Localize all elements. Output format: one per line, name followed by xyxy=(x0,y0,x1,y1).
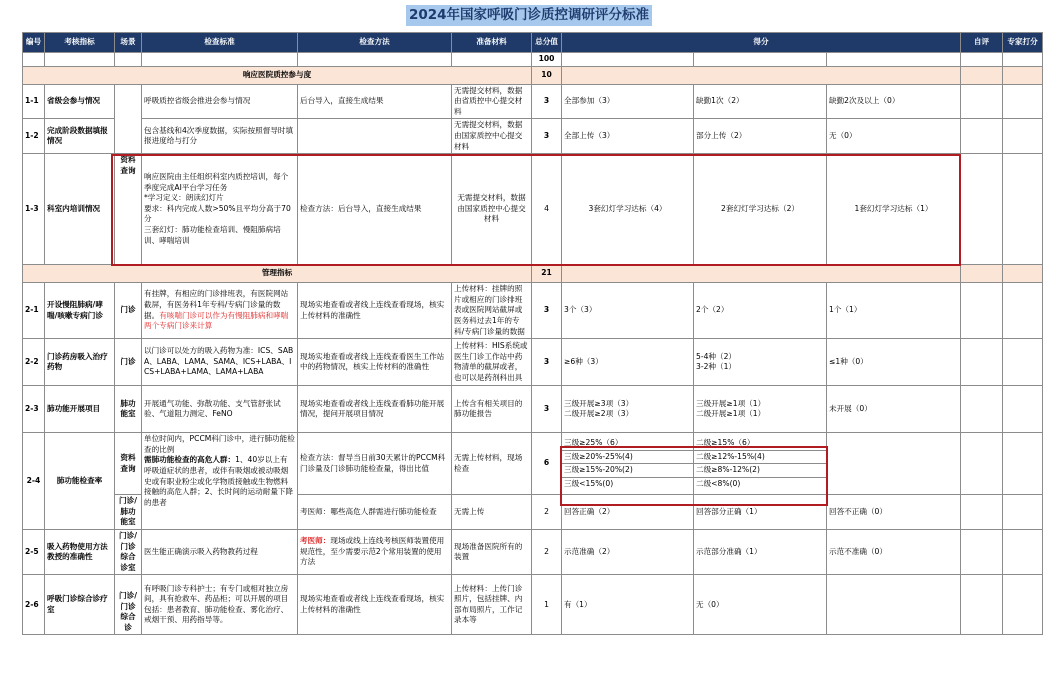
row-standard: 包含基线和4次季度数据，实际按照督导时填报进度给与打分 xyxy=(142,119,298,154)
row-material: 上传材料：上传门诊照片，包括挂牌、内部布局照片，工作记录本等 xyxy=(452,575,532,635)
row-material: 无需提交材料，数据由国家质控中心提交材料 xyxy=(452,119,532,154)
row-score: 3 xyxy=(532,386,562,433)
row-method: 现场实地查看或者线上连线查看肺功能开展情况，提问开展项目情况 xyxy=(298,386,452,433)
row-method: 检查方法：后台导入，直接生成结果 xyxy=(298,154,452,265)
row-score: 2 xyxy=(532,495,562,530)
score-level-2: 2套幻灯学习达标（2） xyxy=(694,154,827,265)
row-scene: 资料查询 xyxy=(115,433,142,495)
row-id: 2-2 xyxy=(23,339,45,386)
row-indicator: 开设慢阻肺病/哮喘/咳嗽专病门诊 xyxy=(45,283,115,339)
row-scene: 肺功能室 xyxy=(115,386,142,433)
score-level-3: 无（0） xyxy=(827,119,961,154)
row-material: 上传含有相关项目的肺功能报告 xyxy=(452,386,532,433)
row-score: 2 xyxy=(532,529,562,574)
row-indicator: 呼吸门诊综合诊疗室 xyxy=(45,575,115,635)
row-indicator: 肺功能开展项目 xyxy=(45,386,115,433)
table-row xyxy=(23,575,1043,635)
header-self: 自评 xyxy=(961,33,1003,53)
row-score: 3 xyxy=(532,119,562,154)
score-level-3: 缺勤2次及以上（0） xyxy=(827,84,961,119)
row-material: 无需提交材料，数据由省质控中心提交材料 xyxy=(452,84,532,119)
row-id: 2-4 xyxy=(23,433,45,530)
row-id: 1-3 xyxy=(23,154,45,265)
row-method xyxy=(298,119,452,154)
row-standard: 呼吸质控省级会推进会参与情况 xyxy=(142,84,298,119)
score-level-2: 部分上传（2） xyxy=(694,119,827,154)
score-level-2: 无（0） xyxy=(694,575,827,635)
row-scene: 门诊/门诊综合诊 xyxy=(115,575,142,635)
row-material: 无需上传 xyxy=(452,495,532,530)
score-level-2: 5-4种（2） 3-2种（1） xyxy=(694,339,827,386)
row-method: 考医师：哪些高危人群需进行肺功能检查 xyxy=(298,495,452,530)
score-level-1: 3套幻灯学习达标（4） xyxy=(562,154,694,265)
score-level-3: 1套幻灯学习达标（1） xyxy=(827,154,961,265)
row-id: 1-1 xyxy=(23,84,45,119)
row-id: 2-1 xyxy=(23,283,45,339)
row-indicator: 省级会参与情况 xyxy=(45,84,115,119)
row-standard: 有挂牌，有相应的门诊排班表，有医院网站截屏，有医务科1年专科/专病门诊量的数据。有咳喘门诊可以作为有慢阻肺病和哮喘两个专病门诊来计算 xyxy=(142,283,298,339)
score-level-3: 1个（1） xyxy=(827,283,961,339)
score-level-3: ≤1种（0） xyxy=(827,339,961,386)
score-level-3: 示范不准确（0） xyxy=(827,529,961,574)
score-level-3: 未开展（0） xyxy=(827,386,961,433)
row-material: 无需提交材料，数据由国家质控中心提交材料 xyxy=(452,154,532,265)
row-id: 1-2 xyxy=(23,119,45,154)
score-level-2: 2个（2） xyxy=(694,283,827,339)
row-scene xyxy=(115,84,142,154)
header-total: 总分值 xyxy=(532,33,562,53)
row-scene: 门诊/门诊综合诊室 xyxy=(115,529,142,574)
row-score: 4 xyxy=(532,154,562,265)
row-score: 1 xyxy=(532,575,562,635)
row-method: 后台导入，直接生成结果 xyxy=(298,84,452,119)
row-standard: 响应医院由主任组织科室内质控培训，每个季度完成AI平台学习任务 *学习定义：朗读幻灯片 要求：科内完成人数>50%且平均分高于70分 三套幻灯：肺功能检查培训、慢阻肺病培训、哮喘培训 xyxy=(142,154,298,265)
score-level-1: 示范准确（2） xyxy=(562,529,694,574)
row-scene: 门诊 xyxy=(115,339,142,386)
table-row xyxy=(23,529,1043,574)
row-indicator: 门诊药房吸入治疗药物 xyxy=(45,339,115,386)
row-standard: 单位时间内，PCCM科门诊中，进行肺功能检查的比例 需肺功能检查的高危人群：1、40岁以上有呼吸道症状的患者，或伴有吸烟或被动吸烟史或有职业粉尘或化学物质接触或生物燃料接触的高危人群；2、长时间的运动耐量下降的患者 xyxy=(142,433,298,530)
total-score: 100 xyxy=(532,53,562,67)
grade-3-rates: 三级≥25%（6） 三级≥20%-25%(4) 三级≥15%-20%(2) 三级<15%(0) xyxy=(562,433,694,495)
table-row xyxy=(23,386,1043,433)
header-scene: 场景 xyxy=(115,33,142,53)
row-id: 2-3 xyxy=(23,386,45,433)
row-standard: 有呼吸门诊专科护士；有专门或相对独立房间，具有抢救车、药品柜；可以开展的项目包括：患者教育、肺功能检查、雾化治疗、戒烟干预、用药指导等。 xyxy=(142,575,298,635)
row-score: 3 xyxy=(532,84,562,119)
row-indicator: 吸入药物使用方法教授的准确性 xyxy=(45,529,115,574)
section-row xyxy=(23,265,1043,283)
table-row xyxy=(23,154,1043,265)
score-level-1: 三级开展≥3项（3） 二级开展≥2项（3） xyxy=(562,386,694,433)
header-method: 检查方法 xyxy=(298,33,452,53)
header-id: 编号 xyxy=(23,33,45,53)
row-standard: 医生能正确演示吸入药物教药过程 xyxy=(142,529,298,574)
row-scene: 门诊/肺功能室 xyxy=(115,495,142,530)
row-method: 现场实地查看或者线上连线查看现场，核实上传材料的准确性 xyxy=(298,283,452,339)
row-material: 上传材料：HIS系统或医生门诊工作站中药物清单的截屏或者，也可以是药剂科出具 xyxy=(452,339,532,386)
row-method: 检查方法：督导当日前30天累计的PCCM科门诊量及门诊肺功能检查量，得出比值 xyxy=(298,433,452,495)
row-material: 现场准备医院所有的装置 xyxy=(452,529,532,574)
score-level-3: 回答不正确（0） xyxy=(827,495,961,530)
section-score: 21 xyxy=(532,265,562,283)
section-label: 响应医院质控参与度 xyxy=(23,66,532,84)
standard-note: 有咳喘门诊可以作为有慢阻肺病和哮喘两个专病门诊来计算 xyxy=(144,310,289,331)
row-method: 现场实地查看或者线上连线查看医生工作站中的药物情况，核实上传材料的准确性 xyxy=(298,339,452,386)
score-level-2: 示范部分准确（1） xyxy=(694,529,827,574)
row-material: 无需上传材料，现场检查 xyxy=(452,433,532,495)
score-table xyxy=(22,32,1043,635)
row-scene: 资料查询 xyxy=(115,154,142,265)
row-score: 3 xyxy=(532,283,562,339)
score-level-2: 三级开展≥1项（1） 二级开展≥1项（1） xyxy=(694,386,827,433)
row-indicator: 完成阶段数据填报情况 xyxy=(45,119,115,154)
score-level-1: 3个（3） xyxy=(562,283,694,339)
title-wrap xyxy=(0,4,1058,28)
score-level-1: 全部参加（3） xyxy=(562,84,694,119)
header-indicator: 考核指标 xyxy=(45,33,115,53)
score-level-1: 回答正确（2） xyxy=(562,495,694,530)
row-indicator: 科室内培训情况 xyxy=(45,154,115,265)
header-row xyxy=(23,33,1043,53)
row-method: 考医师：现场或线上连线考核医师装置使用规范性，至少需要示范2个常用装置的使用方法 xyxy=(298,529,452,574)
grade-2-rates: 二级≥15%（6） 二级≥12%-15%(4) 二级≥8%-12%(2) 二级<8%(0) xyxy=(694,433,827,495)
section-score: 10 xyxy=(532,66,562,84)
header-material: 准备材料 xyxy=(452,33,532,53)
row-score: 6 xyxy=(532,433,562,495)
score-level-2: 缺勤1次（2） xyxy=(694,84,827,119)
score-level-1: 有（1） xyxy=(562,575,694,635)
section-label: 管理指标 xyxy=(23,265,532,283)
page-title: 2024年国家呼吸门诊质控调研评分标准 xyxy=(406,5,652,26)
row-indicator: 肺功能检查率 xyxy=(45,433,115,530)
header-standard: 检查标准 xyxy=(142,33,298,53)
row-score: 3 xyxy=(532,339,562,386)
table-row xyxy=(23,119,1043,154)
row-method: 现场实地查看或者线上连线查看现场，核实上传材料的准确性 xyxy=(298,575,452,635)
row-material: 上传材料：挂牌的照片或相应的门诊排班表或医院网站截屏或医务科过去1年的专科/专病门诊量的数据 xyxy=(452,283,532,339)
row-id: 2-5 xyxy=(23,529,45,574)
header-score: 得分 xyxy=(562,33,961,53)
score-level-2: 回答部分正确（1） xyxy=(694,495,827,530)
row-scene: 门诊 xyxy=(115,283,142,339)
score-level-1: 全部上传（3） xyxy=(562,119,694,154)
section-row xyxy=(23,66,1043,84)
header-expert: 专家打分 xyxy=(1003,33,1043,53)
table-row xyxy=(23,283,1043,339)
table-row xyxy=(23,339,1043,386)
row-standard: 以门诊可以处方的吸入药物为准：ICS、SABA、LABA、LAMA、SAMA、ICS+LABA、ICS+LABA+LAMA、LAMA+LABA xyxy=(142,339,298,386)
table-row xyxy=(23,84,1043,119)
row-id: 2-6 xyxy=(23,575,45,635)
score-level-3 xyxy=(827,575,961,635)
row-standard: 开展通气功能、弥散功能、支气管舒张试验、气道阻力测定、FeNO xyxy=(142,386,298,433)
total-row xyxy=(23,53,1043,67)
table-row xyxy=(23,433,1043,495)
score-level-1: ≥6种（3） xyxy=(562,339,694,386)
